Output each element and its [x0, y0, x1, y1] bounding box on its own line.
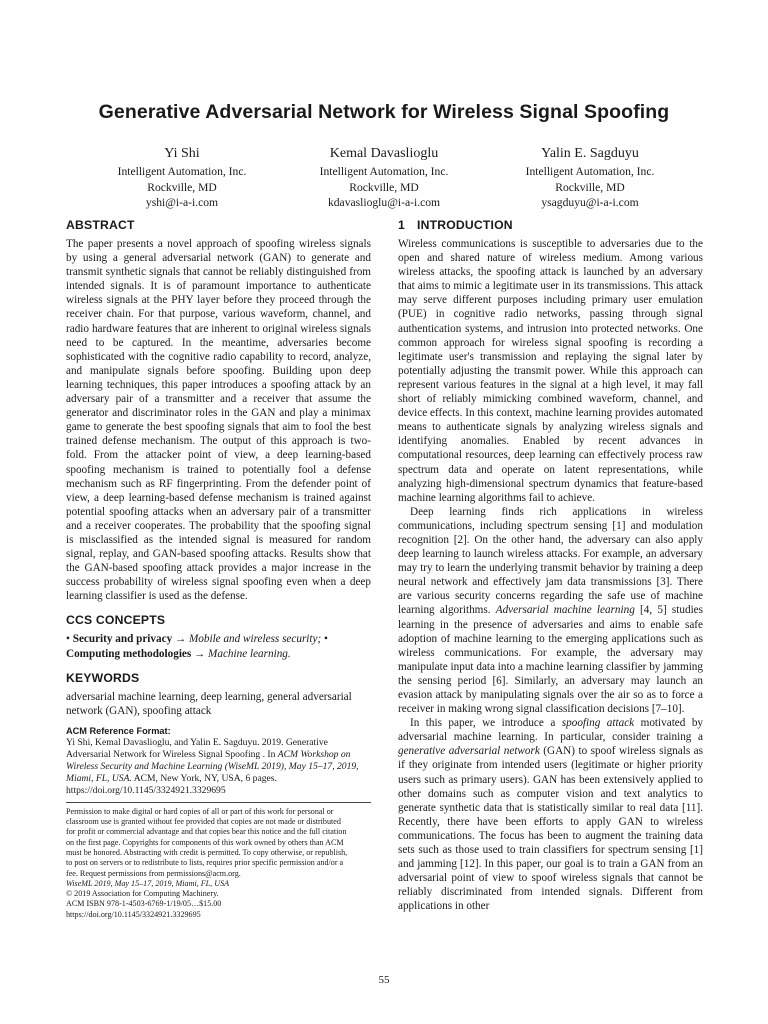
intro-p3-text: In this paper, we introduce a: [410, 717, 556, 730]
section-title: INTRODUCTION: [416, 218, 513, 232]
author-affiliation: Intelligent Automation, Inc.: [319, 165, 449, 178]
intro-p3-emphasis: generative adversarial network: [398, 745, 540, 758]
ccs-bullet: •: [66, 633, 70, 646]
right-column: [398, 218, 703, 914]
abstract-text: The paper presents a novel approach of spoofing wireless signals by using a general adversarial network (GAN) to generate and transmit synthetic signals that cannot be reliably distinguished from intended signals. It is of paramount importance to authenticate wireless signals at the PHY layer before they proceed through the receiver chain. For that purpose, various waveform, channel, and radio hardware features that are inherent to original wireless signals need to be captured. In the meantime, adversaries become sophisticated with the cognitive radio capability to record, analyze, and manipulate signals before spoofing. Building upon deep learning techniques, this paper introduces a spoofing attack by an adversary pair of a transmitter and a receiver that assume the generator and discriminator roles in the GAN and play a minimax game to generate the best spoofing signals that aim to fool the best trained defense mechanism. The output of this approach is two-fold. From the attacker point of view, a deep learning-based spoofing mechanism is trained to potentially fool a defense mechanism such as RF fingerprinting. From the defender point of view, a deep learning-based defense mechanism is trained against potential spoofing attacks when an adversary pair of a transmitter and a receiver cooperates. The probability that the spoofing signal is misclassified as the intended signal is measured for random signal, replay, and GAN-based spoofing attacks. Results show that the GAN-based spoofing attack provides a major increase in the success probability of wireless signal spoofing even when a deep learning classifier is used as the defense.: [66, 238, 371, 603]
footnote-divider: [66, 802, 371, 803]
acm-reference-heading: ACM Reference Format:: [66, 725, 171, 736]
intro-p3-emphasis: spoofing attack: [561, 717, 635, 730]
acm-reference-venue: ACM Workshop on Wireless Security and Machine Learning (WiseML 2019), May 15–17, 2019, Miami, FL, USA.: [66, 748, 359, 784]
acm-reference-tail: ACM, New York, NY, USA, 6 pages. https://doi.org/10.1145/3324921.3329695: [66, 772, 277, 796]
permission-line: on the first page. Copyrights for components of this work owned by others than ACM: [66, 837, 344, 847]
permission-line: must be honored. Abstracting with credit is permitted. To copy otherwise, or republish,: [66, 848, 348, 857]
author-name: Yi Shi: [164, 146, 200, 161]
author-location: Rockville, MD: [555, 180, 625, 194]
ccs-concept-1: Security and privacy: [72, 633, 173, 646]
ccs-sub-concept-1: Mobile and wireless security;: [188, 633, 322, 646]
author-location: Rockville, MD: [147, 180, 217, 194]
copyright-line: © 2019 Association for Computing Machinery.: [66, 889, 219, 899]
ccs-concept-2: Computing methodologies: [66, 647, 192, 660]
author-block-3: [490, 145, 690, 211]
intro-paragraph-2: [398, 505, 703, 716]
intro-p3-text: motivated by adversarial machine learning. In particular, consider training a: [398, 717, 704, 744]
author-name: Yalin E. Sagduyu: [541, 146, 639, 161]
author-email: yshi@i-a-i.com: [145, 196, 219, 210]
doi-line: https://doi.org/10.1145/3324921.3329695: [66, 909, 201, 919]
author-block-1: [82, 145, 282, 211]
paper-title: Generative Adversarial Network for Wireless Signal Spoofing: [98, 101, 670, 123]
intro-p2-text: [4, 5] studies learning in the presence of adversaries and aims to enable safe adoption of machine learning to the emerging applications such as wireless communications. For example, the adversary may manipulate input data into a machine learning classifier by jamming the sensing period [6]. Similarly, an adversary may launch an evasion attack by manipulating signals over the air so as to force a receiver in making wrong signal classification decisions [7–10].: [398, 604, 703, 716]
author-block-2: [284, 145, 484, 211]
ccs-concepts: [66, 632, 371, 660]
page-number: 55: [378, 974, 390, 986]
intro-paragraph-3: [398, 716, 703, 913]
conference-line: WiseML 2019, May 15–17, 2019, Miami, FL, USA: [66, 878, 230, 888]
author-affiliation: Intelligent Automation, Inc.: [117, 165, 247, 178]
left-column: [66, 218, 371, 920]
intro-p2-text: Deep learning finds rich applications in wireless communications, including spectrum sensing [1] and modulation recognition [2]. On the other hand, the adversary can also apply deep learning to launch wireless attacks. For example, an adversary may try to learn the underlying transmit behavior by training a deep neural network and effectively jam data transmissions [3]. There are various security concerns regarding the safe use of machine learning algorithms.: [398, 505, 703, 617]
author-name: Kemal Davaslioglu: [329, 146, 439, 161]
permission-line: for profit or commercial advantage and that copies bear this notice and the full citation: [66, 827, 347, 837]
abstract-heading: ABSTRACT: [66, 218, 135, 232]
permission-line: Permission to make digital or hard copies of all or part of this work for personal or: [66, 806, 334, 816]
author-location: Rockville, MD: [349, 180, 419, 194]
intro-p2-emphasis: Adversarial machine learning: [495, 604, 635, 617]
intro-paragraph-1: Wireless communications is susceptible to adversaries due to the open and shared nature of wireless medium. Among various wireless attacks, the spoofing attack is launched by an adversary that aims to mimic a legitimate user in its transmissions. This attack may serve different purposes including primary user emulation (PUE) in cognitive radio networks, passing through signal authentication systems, and intrusion into protected networks. One common approach for wireless signal spoofing is recording a legitimate user's transmission and replaying the signal later by potentially adjusting the transmit power. While this approach can represent various features in the signal at a high level, it may fall short of reliably mimicking combined waveform, channel, and device effects. In this context, machine learning provides automated means to authenticate signals by analyzing wireless signals and identifying anomalies. Enabled by recent advances in computational resources, deep learning can effectively process raw spectrum data and operate on latent representations, while analyzing high-dimensional spectrum dynamics that feature-based machine learning algorithms fail to achieve.: [398, 238, 703, 504]
permission-line: to post on servers or to redistribute to lists, requires prior specific permission and/or a: [66, 858, 344, 868]
ccs-sub-concept-2: Machine learning.: [208, 647, 291, 660]
permission-notice: [66, 807, 371, 920]
ccs-heading: CCS CONCEPTS: [66, 613, 166, 628]
keywords-text: adversarial machine learning, deep learning, general adversarial network (GAN), spoofing attack: [66, 690, 352, 717]
keywords-heading: KEYWORDS: [66, 670, 140, 685]
isbn-line: ACM ISBN 978-1-4503-6769-1/19/05…$15.00: [66, 899, 222, 909]
author-email: kdavaslioglu@i-a-i.com: [327, 196, 441, 210]
author-email: ysagduyu@i-a-i.com: [541, 196, 639, 210]
ccs-arrow: →: [174, 633, 187, 646]
author-affiliation: Intelligent Automation, Inc.: [525, 165, 655, 178]
intro-p3-text: (GAN) to spoof wireless signals as if they originate from intended users (legitimate or higher priority users such as primary users). GAN has been extensively applied to other domains such as computer vision and text analytics to generate synthetic data that is statistically similar to real data [11]. Recently, there have been efforts to apply GAN to wireless communications. The focus has been to augment the training data sets such as those used to train classifiers for spectrum sensing [1] and jamming [12]. In this paper, our goal is to train a GAN from an adversarial point of view to spoof wireless signals that cannot be reliably discriminated from intended signals. Different from applications in other: [398, 745, 704, 913]
acm-reference: [66, 737, 371, 797]
section-number: 1: [398, 218, 405, 232]
ccs-bullet: •: [324, 633, 328, 646]
acm-reference-plain: Yi Shi, Kemal Davaslioglu, and Yalin E. Sagduyu. 2019. Generative Adversarial Network for Wireless Signal Spoofing . In: [66, 736, 328, 760]
ccs-arrow: →: [194, 647, 206, 660]
introduction-heading: [398, 218, 703, 232]
permission-line: fee. Request permissions from permissions@acm.org.: [66, 868, 241, 878]
permission-line: classroom use is granted without fee provided that copies are not made or distributed: [66, 817, 341, 827]
